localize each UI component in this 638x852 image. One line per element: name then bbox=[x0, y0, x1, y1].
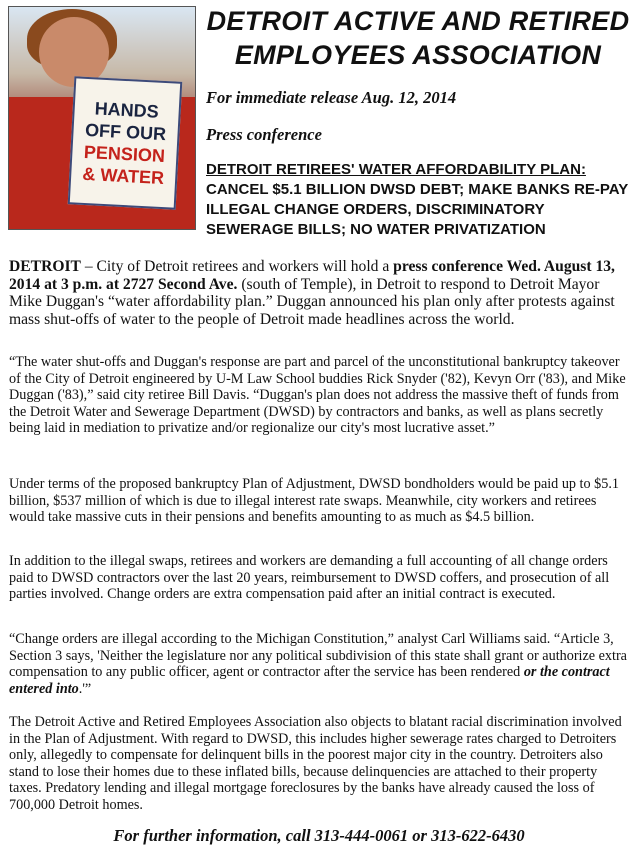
release-date: For immediate release Aug. 12, 2014 bbox=[206, 88, 457, 107]
paragraph-2: “The water shut-offs and Duggan's response are part and parcel of the unconstitutional bankruptcy takeover of the City of Detroit engineered by U-M Law School buddies Rick Snyder ('82), Kevyn Orr ('83), and Mike Duggan ('83),” said city retiree Bill Davis. “Duggan's plan does not address the massive theft of funds from the Detroit Water and Sewerage Department (DWSD) by contractors and banks, as well as plans secretly being laid in mediation to privatize and/or regionalize our city's most lucrative asset.” bbox=[9, 354, 626, 437]
paragraph-1 bbox=[9, 258, 631, 328]
p5-emphasis: or the contract entered into bbox=[9, 664, 610, 697]
p5-text-2: .'” bbox=[78, 680, 92, 697]
protest-photo bbox=[8, 6, 196, 230]
p1-event-details: press conference Wed. August 13, 2014 at 3 p.m. at 2727 Second Ave. bbox=[9, 258, 615, 293]
dateline: DETROIT bbox=[9, 258, 81, 275]
protest-sign bbox=[68, 76, 183, 209]
paragraph-4: In addition to the illegal swaps, retirees and workers are demanding a full accounting of all change orders paid to DWSD contractors over the last 20 years, reimbursement to DWSD coffers, and prosecution of all parties involved. Change orders are extra compensation paid after an initial contract is executed. bbox=[9, 553, 610, 603]
paragraph-6: The Detroit Active and Retired Employees Association also objects to blatant racial discrimination involved in the Plan of Adjustment. With regard to DWSD, this includes higher sewerage rates charged to Detroiters only, allegedly to compensate for delinquent bills in the poorest major city in the country. Detroiters also stand to lose their homes due to these inflated bills, because delinquencies are attached to their property taxes. Predatory lending and illegal mortgage foreclosures by the banks have already caused the loss of 700,000 Detroit homes. bbox=[9, 714, 622, 813]
p1-text-2: (south of Temple), in Detroit to respond to Detroit Mayor Mike Duggan's “water affordability plan.” Duggan announced his plan only after protests against mass shut-offs of water to the people of Detroit made headlines across the world. bbox=[9, 275, 615, 328]
p1-text-1: – City of Detroit retirees and workers will hold a bbox=[80, 258, 394, 275]
page-title bbox=[204, 4, 632, 72]
p5-text-1: “Change orders are illegal according to the Michigan Constitution,” analyst Carl Williams said. “Article 3, Section 3 says, 'Neither the legislature nor any political subdivision of this state shall grant or authorize extra compensation to any public officer, agent or contractor after the service has been rendered bbox=[9, 631, 627, 681]
sign-line: & WATER bbox=[81, 163, 165, 189]
sign-line: PENSION bbox=[83, 141, 166, 167]
sign-line: OFF OUR bbox=[84, 119, 167, 145]
contact-footer: For further information, call 313-444-0061 or 313-622-6430 bbox=[113, 826, 525, 845]
headline-line-1: DETROIT RETIREES' WATER AFFORDABILITY PLAN: bbox=[206, 161, 586, 178]
headline-rest: CANCEL $5.1 BILLION DWSD DEBT; MAKE BANKS RE-PAY ILLEGAL CHANGE ORDERS, DISCRIMINATORY SEWERAGE BILLS; NO WATER PRIVATIZATION bbox=[206, 181, 628, 238]
headline bbox=[206, 160, 632, 240]
title-line-2: EMPLOYEES ASSOCIATION bbox=[234, 40, 602, 70]
press-label: Press conference bbox=[206, 125, 322, 144]
paragraph-3: Under terms of the proposed bankruptcy Plan of Adjustment, DWSD bondholders would be paid up to $5.1 billion, $537 million of which is due to illegal interest rate swaps. Meanwhile, city workers and retirees would take massive cuts in their pensions and benefits amounting to as much as $4.5 billion. bbox=[9, 476, 619, 526]
title-line-1: DETROIT ACTIVE AND RETIRED bbox=[206, 6, 630, 36]
paragraph-5 bbox=[9, 631, 631, 697]
sign-line: HANDS bbox=[94, 98, 160, 122]
